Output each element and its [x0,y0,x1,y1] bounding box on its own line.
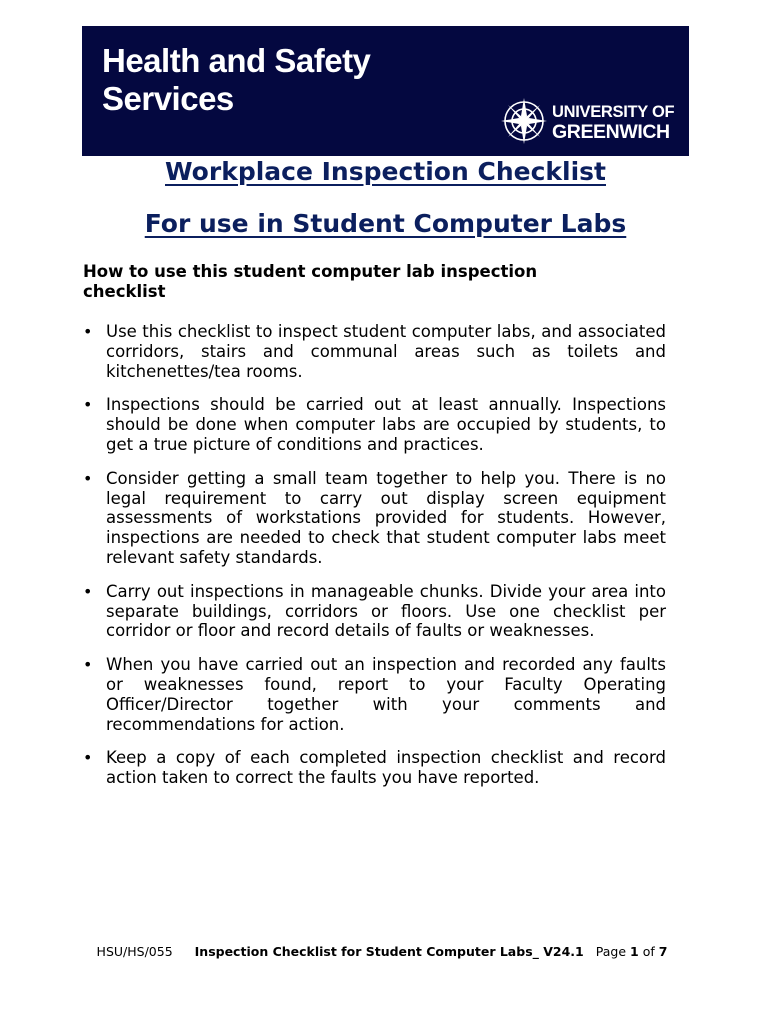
compass-emblem-icon [501,98,547,144]
list-item [83,469,666,568]
list-item [83,655,666,734]
department-title [102,42,370,118]
bullet-icon: • [83,468,93,488]
bullet-icon: • [83,655,93,675]
list-item [83,395,666,454]
bullet-icon: • [83,581,93,601]
instruction-list [83,322,666,802]
document-name: Inspection Checklist for Student Computer Labs_ V24.1 [194,944,584,959]
page-number: 1 [630,944,639,959]
university-logo [501,98,676,144]
of-label: of [642,944,655,959]
header-banner [82,26,689,156]
list-item-text: Carry out inspections in manageable chunks. Divide your area into separate buildings, corridors or floors. Use one checklist per corridor or floor and record details of faults or weaknesses. [106,581,666,641]
list-item-text: Consider getting a small team together to help you. There is no legal requirement to carry out display screen equipment assessments of workstations provided for students. However, inspections are needed to check that student computer labs meet relevant safety standards. [106,468,666,567]
list-item [83,748,666,788]
university-name-line2: GREENWICH [552,121,670,143]
page-total: 7 [658,944,668,959]
page-footer [82,944,682,960]
list-item-text: Use this checklist to inspect student computer labs, and associated corridors, stairs and communal areas such as toilets and kitchenettes/tea rooms. [106,322,666,381]
list-item-text: Inspections should be carried out at least annually. Inspections should be done when computer labs are occupied by students, to get a true picture of conditions and practices. [106,395,666,454]
list-item [83,582,666,641]
bullet-icon: • [83,322,93,341]
list-item-text: When you have carried out an inspection and recorded any faults or weaknesses found, report to your Faculty Operating Officer/Director together with your comments and recommendations for action. [106,655,666,734]
bullet-icon: • [83,395,93,415]
university-name-line1: UNIVERSITY OF [552,103,675,121]
department-title-line1: Health and Safety [102,42,371,79]
list-item-text: Keep a copy of each completed inspection checklist and record action taken to correct the faults you have reported. [106,748,666,788]
university-name [552,103,674,142]
section-heading: How to use this student computer lab inspection checklist [83,262,538,301]
department-title-line2: Services [102,80,234,117]
document-subtitle: For use in Student Computer Labs [144,209,627,238]
page-label: Page [595,944,627,959]
bullet-icon: • [83,748,93,768]
list-item [83,322,666,381]
document-code: HSU/HS/055 [96,944,173,959]
document-title: Workplace Inspection Checklist [165,157,606,186]
